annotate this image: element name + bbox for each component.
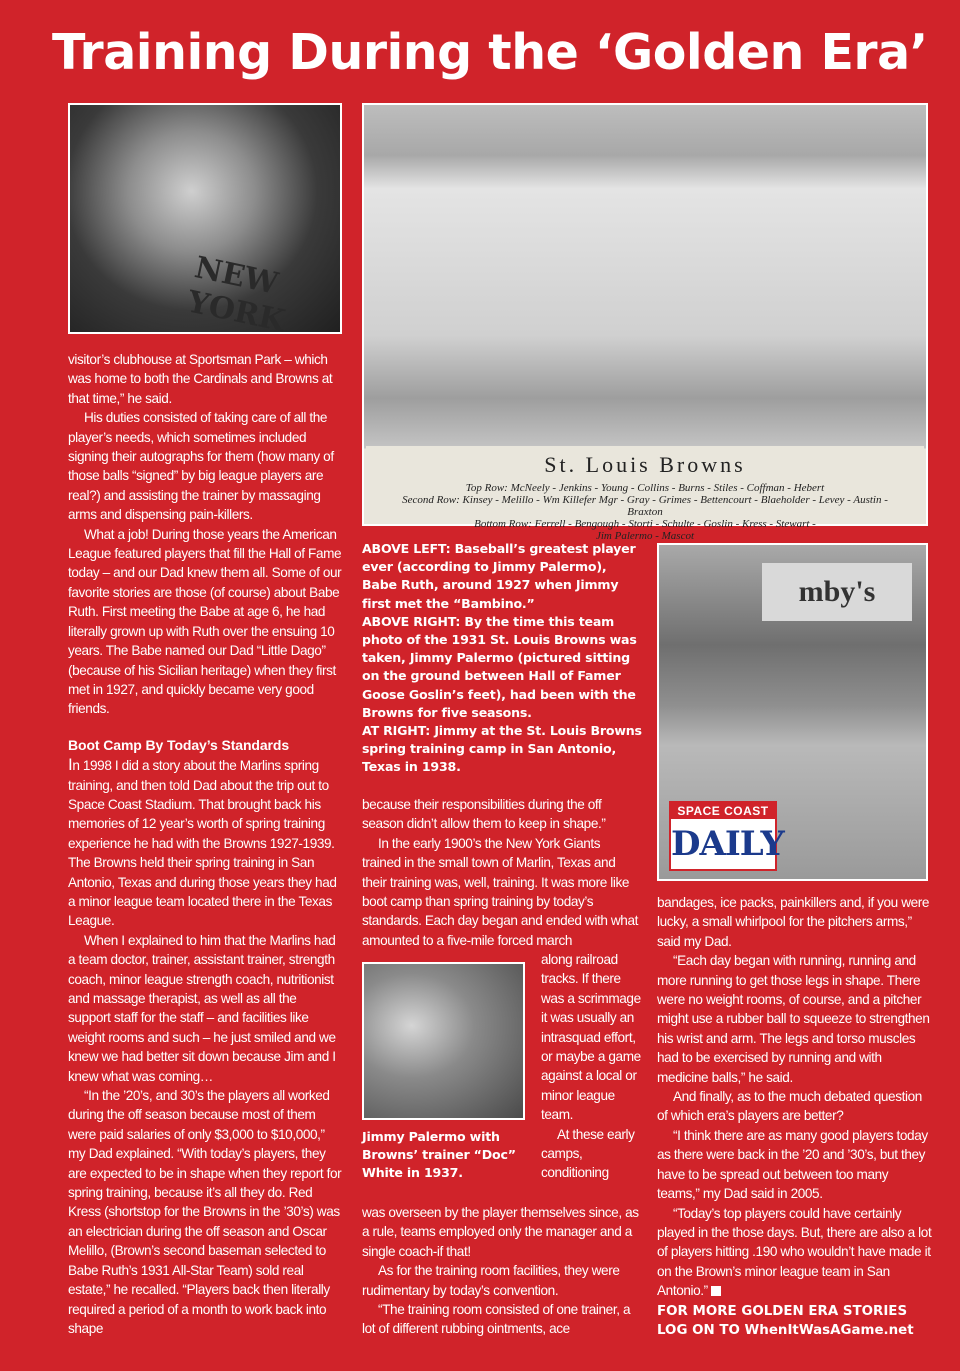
column-2-bottom xyxy=(362,1203,642,1339)
paragraph: “Each day began with running, running and more running to get those legs in shape. There were no weight rooms, of course, and a pitcher might use a rubber ball to squeeze to strengthen his wrist and arm. The legs and torso muscles had to be exercised by running and with medicine balls,” he said. xyxy=(657,953,930,1085)
spring-training-photo xyxy=(657,543,928,881)
paragraph: And finally, as to the much debated question of which era’s players are better? xyxy=(657,1089,922,1124)
paragraph: What a job! During those years the American League featured players that fill the Hall of Fame today – and our Dad knew them all. Some of our favorite stories are those (of course) about Babe Ruth. First meeting the Babe at age 6, he had literally grown up with Ruth over the ensuing 10 years. The Babe named our Dad “Little Dago” (because of his Sicilian heritage) when they first met in 1927, and quickly became very good friends. xyxy=(68,526,342,717)
column-3 xyxy=(657,893,933,1301)
paragraph: “In the ’20’s, and 30’s the players all worked during the off season because most of them were paid salaries of only $3,000 to $10,000,” my Dad explained. “With today’s players, they are expected to be in shape when they report for spring training, because it’s all they do. Red Kress (shortstop for the Browns in the ’30’s) was an electrician during the off season and Oscar Melillo, (Brown’s second baseman selected to Babe Ruth’s 1931 All-Star Team) sold real estate,” he recalled. “Players back then literally required a period of a month to work back into shape xyxy=(68,1088,342,1336)
end-of-article-mark xyxy=(711,1286,721,1296)
doc-white-photo xyxy=(362,962,525,1120)
page-title: Training During the ‘Golden Era’ xyxy=(52,24,928,81)
column-1 xyxy=(68,350,342,1338)
team-row-second: Second Row: Kinsey - Melillo - Wm Killefer Mgr - Gray - Grimes - Bettencourt - Blaeholder - Levey - Austin - Braxton xyxy=(402,494,888,518)
jersey-lettering: NEW YORK xyxy=(184,250,289,340)
paragraph: His duties consisted of taking care of all the player’s needs, which sometimes included signing their autographs for them (how many of those balls “signed” by big league players are real?) and assisting the trainer by massaging arms and dispensing pain-killers. xyxy=(68,410,334,523)
team-row-top: Top Row: McNeely - Jenkins - Young - Collins - Burns - Stiles - Coffman - Hebert xyxy=(465,482,825,494)
team-row-mascot: Jim Palermo - Mascot xyxy=(595,530,695,542)
team-name: St. Louis Browns xyxy=(544,452,746,477)
promo-line-1: FOR MORE GOLDEN ERA STORIES xyxy=(657,1304,908,1319)
paragraph: because their responsibilities during the off season didn’t allow them to keep in shape.” xyxy=(362,797,606,832)
promo-link[interactable]: LOG ON TO WhenItWasAGame.net xyxy=(657,1322,914,1338)
paragraph: “I think there are as many good players today as there were back in the ’20 and ’30’s, but they have to be spread out between too many teams,” my Dad said in 2005. xyxy=(657,1127,928,1202)
paragraph xyxy=(68,755,342,931)
promo-footer xyxy=(657,1303,947,1340)
team-photo-caption-panel xyxy=(366,446,924,542)
paragraph: bandages, ice packs, painkillers and, if you were lucky, a small whirlpool for the pitchers arms,” said my Dad. xyxy=(657,895,930,949)
logo-main-text: DAILY xyxy=(671,824,784,864)
paragraph: In the early 1900’s the New York Giants trained in the small town of Marlin, Texas and their training was, well, training. It was more like boot camp than spring training by today’s standards. Each day began and ended with what amounted to a five-mile forced march xyxy=(362,835,638,948)
paragraph-text: “Today’s top players could have certainly played in the those days. But, there are also a lot of players hitting .190 who wouldn’t have made it on the Brown’s minor league team in San Antonio.” xyxy=(657,1205,932,1299)
drop-cap: I xyxy=(68,755,73,775)
team-photo xyxy=(362,103,928,542)
paragraph: visitor’s clubhouse at Sportsman Park – which was home to both the Cardinals and Browns at that time,” he said. xyxy=(68,352,333,406)
caption-above-right: ABOVE RIGHT: By the time this team photo of the 1931 St. Louis Browns was taken, Jimmy Palermo (pictured sitting on the ground between Hall of Famer Goose Goslin’s feet), had been with the Browns for five seasons. xyxy=(362,613,637,720)
paragraph: When I explained to him that the Marlins had a team doctor, trainer, assistant trainer, strength coach, minor league strength coach, nutritionist and massage therapist, as well as all the support staff for the staff – and facilities like weight rooms and such – he just smiled and we knew we had better sit down because Jim and I knew what was coming… xyxy=(68,932,336,1084)
team-rows xyxy=(366,482,924,542)
column-2 xyxy=(362,795,642,950)
subheading: Boot Camp By Today’s Standards xyxy=(68,736,290,753)
caption-above-left: ABOVE LEFT: Baseball’s greatest player ever (according to Jimmy Palermo), Babe Ruth, around 1927 when Jimmy first met the “Bambino.” xyxy=(362,541,636,611)
paragraph: was overseen by the player themselves since, as a rule, teams employed only the manager and a single coach-if that! xyxy=(362,1205,639,1259)
paragraph: As for the training room facilities, they were rudimentary by today’s convention. xyxy=(362,1263,620,1298)
caption-at-right: AT RIGHT: Jimmy at the St. Louis Browns spring training camp in San Antonio, Texas in 1938. xyxy=(362,723,642,775)
paragraph xyxy=(657,1204,933,1301)
logo-top-text: SPACE COAST xyxy=(671,803,775,819)
team-row-bottom: Bottom Row: Ferrell - Bengough - Storti - Schulte - Goslin - Kress - Stewart - xyxy=(474,518,816,530)
paragraph-text: n 1998 I did a story about the Marlins spring training, and then told Dad about the trip out to Space Coast Stadium. That brought back his memories of 12 year’s worth of spring training experience he had with the Browns 1927-1939. The Browns held their spring training in San Antonio, Texas and during those years they had a minor league team located there in the Texas League. xyxy=(68,758,337,929)
paragraph: “The training room consisted of one trainer, a lot of different rubbing ointments, ace xyxy=(362,1302,631,1337)
paragraph: along railroad tracks. If there was a scrimmage it was usually an intrasquad effort, or maybe a game against a local or minor league team. xyxy=(541,952,641,1123)
space-coast-daily-logo xyxy=(669,801,784,871)
doc-white-caption: Jimmy Palermo with Browns’ trainer “Doc” White in 1937. xyxy=(362,1129,516,1181)
billboard-sign: mby's xyxy=(762,563,912,621)
paragraph: At these early camps, conditioning xyxy=(541,1126,635,1181)
photo-caption xyxy=(362,540,644,777)
column-2-wrap xyxy=(541,950,641,1183)
babe-ruth-photo xyxy=(68,103,342,340)
